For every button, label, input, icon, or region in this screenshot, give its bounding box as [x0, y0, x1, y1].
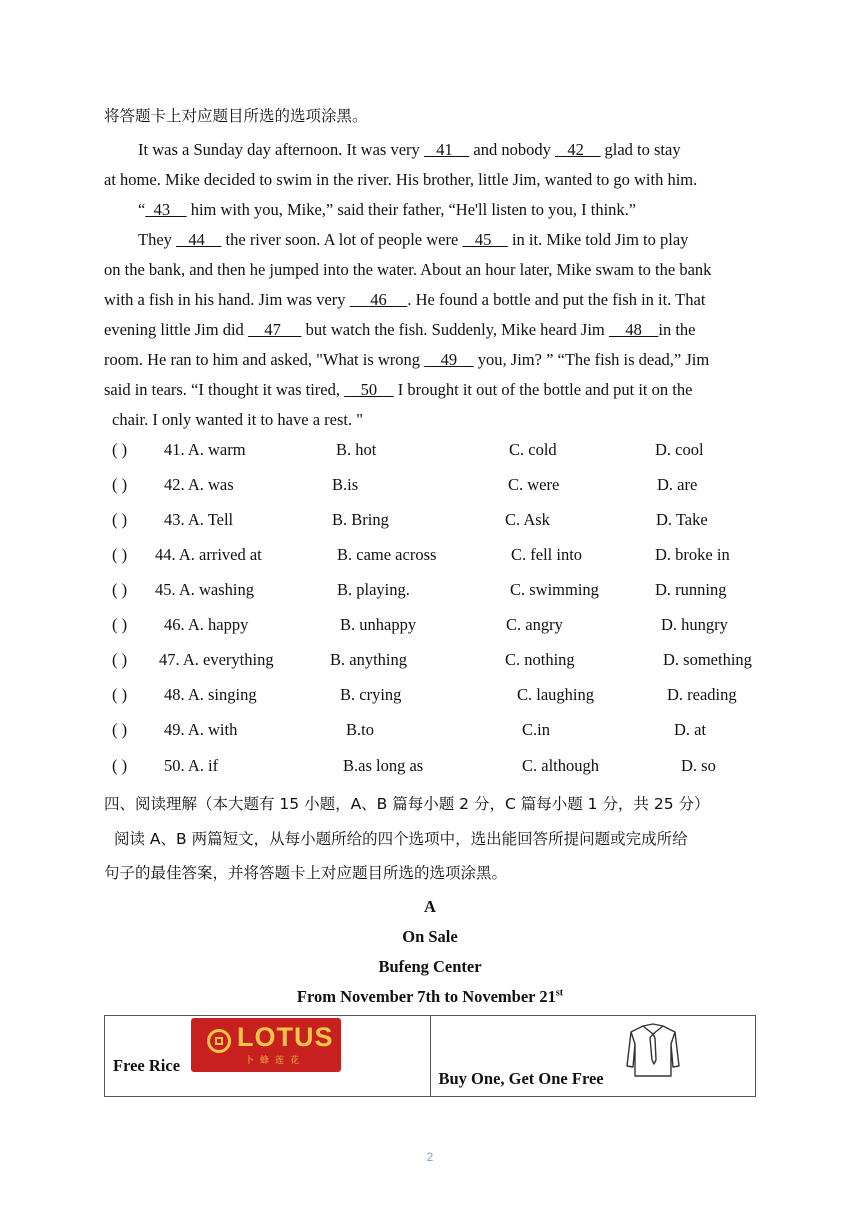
answer-paren: ( ) [112, 545, 128, 564]
passage-line [104, 350, 709, 370]
answer-paren: ( ) [112, 510, 128, 529]
option-d[interactable]: D. at [674, 720, 707, 739]
passage-text: evening little Jim did [104, 320, 248, 339]
passage-line [138, 140, 681, 160]
option-c[interactable]: C. although [522, 756, 599, 775]
passage-line [104, 380, 692, 400]
blank-42: 42 [555, 140, 601, 159]
option-a[interactable]: 50. A. if [164, 756, 219, 775]
blank-49: 49 [424, 350, 474, 369]
passage-line [138, 200, 636, 220]
option-b[interactable]: B.as long as [343, 756, 424, 775]
option-row-44 [104, 545, 764, 569]
free-rice-label: Free Rice [113, 1056, 181, 1075]
article-label: A [424, 897, 436, 916]
passage-text: . He found a bottle and put the fish in it. That [407, 290, 706, 309]
blank-48: 48 [608, 320, 659, 339]
passage-line [138, 230, 688, 250]
lotus-logo-icon [191, 1018, 341, 1072]
option-c[interactable]: C.in [522, 720, 550, 739]
passage-text: you, Jim? ” “The fish is dead,” Jim [473, 350, 710, 369]
option-a[interactable]: 41. A. warm [164, 440, 246, 459]
instruction-tail: 将答题卡上对应题目所选的选项涂黑。 [104, 107, 368, 125]
passage-text: I brought it out of the bottle and put it on the [393, 380, 693, 399]
option-row-49 [104, 720, 764, 744]
shirt-tie-icon [621, 1020, 685, 1078]
passage-text: and nobody [469, 140, 555, 159]
passage-line: on the bank, and then he jumped into the water. About an hour later, Mike swam to the bank [104, 260, 712, 279]
option-row-50 [104, 756, 764, 780]
answer-paren: ( ) [112, 685, 128, 704]
answer-paren: ( ) [112, 650, 128, 669]
answer-paren: ( ) [112, 615, 128, 634]
passage-line: at home. Mike decided to swim in the river. His brother, little Jim, wanted to go with him. [104, 170, 698, 189]
passage-text: but watch the fish. Suddenly, Mike heard Jim [301, 320, 609, 339]
answer-paren: ( ) [112, 720, 128, 739]
passage-line [104, 320, 696, 340]
blank-41: 41 [423, 140, 470, 159]
option-row-47 [104, 650, 764, 674]
option-b[interactable]: B. Bring [332, 510, 389, 529]
section-instruction: 阅读 A、B 两篇短文，从每小题所给的四个选项中，选出能回答所提问题或完成所给 [114, 830, 688, 848]
answer-paren: ( ) [112, 580, 128, 599]
free-rice-cell [105, 1016, 431, 1097]
dates-suffix: st [555, 987, 564, 999]
blank-50: 50 [344, 380, 394, 399]
option-row-42 [104, 475, 764, 499]
lotus-emblem-icon [207, 1029, 231, 1053]
passage-text: the river soon. A lot of people were [221, 230, 463, 249]
section-heading: 四、阅读理解（本大题有 15 小题，A、B 篇每小题 2 分，C 篇每小题 1 分，共 25 分） [104, 795, 710, 813]
passage-text: glad to stay [600, 140, 681, 159]
sale-table [104, 1015, 756, 1097]
option-b[interactable]: B. came across [337, 545, 437, 564]
option-a[interactable]: 49. A. with [164, 720, 238, 739]
option-row-45 [104, 580, 764, 604]
answer-paren: ( ) [112, 475, 128, 494]
option-b[interactable]: B. unhappy [340, 615, 417, 634]
option-c[interactable]: C. swimming [510, 580, 599, 599]
article-place: Bufeng Center [378, 957, 482, 976]
passage-line [104, 290, 705, 310]
option-d[interactable]: D. are [657, 475, 698, 494]
option-row-43 [104, 510, 764, 534]
option-row-48 [104, 685, 764, 709]
passage-text: It was a Sunday day afternoon. It was very [138, 140, 424, 159]
blank-47: 47 [247, 320, 302, 339]
option-d[interactable]: D. cool [655, 440, 704, 459]
option-d[interactable]: D. running [655, 580, 727, 599]
option-d[interactable]: D. something [663, 650, 752, 669]
option-a[interactable]: 42. A. was [164, 475, 234, 494]
option-a[interactable]: 46. A. happy [164, 615, 249, 634]
option-b[interactable]: B. hot [336, 440, 377, 459]
blank-43: 43 [145, 200, 187, 219]
dates-text: From November 7th to November 21 [296, 987, 556, 1006]
passage-text: “ [138, 200, 146, 219]
option-a[interactable]: 45. A. washing [155, 580, 254, 599]
passage-line: chair. I only wanted it to have a rest. " [112, 410, 363, 429]
option-c[interactable]: C. laughing [517, 685, 594, 704]
option-d[interactable]: D. broke in [655, 545, 730, 564]
option-c[interactable]: C. fell into [511, 545, 583, 564]
option-d[interactable]: D. reading [667, 685, 737, 704]
logo-subtext: 卜蜂莲花 [245, 1056, 306, 1066]
option-c[interactable]: C. cold [509, 440, 557, 459]
option-row-46 [104, 615, 764, 639]
blank-45: 45 [462, 230, 508, 249]
logo-text: LOTUS [237, 1022, 334, 1052]
option-b[interactable]: B. playing. [337, 580, 410, 599]
passage-text: They [138, 230, 177, 249]
passage-text: him with you, Mike,” said their father, “He'll listen to you, I think.” [186, 200, 637, 219]
page-number: 2 [426, 1150, 434, 1164]
passage-text: in it. Mike told Jim to play [507, 230, 689, 249]
blank-44: 44 [176, 230, 222, 249]
passage-text: in the [658, 320, 696, 339]
bogo-label: Buy One, Get One Free [438, 1069, 604, 1088]
article-dates [104, 987, 756, 1007]
option-b[interactable]: B. crying [340, 685, 402, 704]
option-c[interactable]: C. angry [506, 615, 563, 634]
option-a[interactable]: 47. A. everything [159, 650, 274, 669]
option-c[interactable]: C. Ask [505, 510, 550, 529]
option-b[interactable]: B. anything [330, 650, 407, 669]
option-a[interactable]: 48. A. singing [164, 685, 257, 704]
option-b[interactable]: B.to [346, 720, 374, 739]
option-a[interactable]: 43. A. Tell [164, 510, 234, 529]
passage-text: room. He ran to him and asked, "What is wrong [104, 350, 425, 369]
passage-text: said in tears. “I thought it was tired, [104, 380, 345, 399]
section-instruction: 句子的最佳答案，并将答题卡上对应题目所选的选项涂黑。 [104, 864, 508, 882]
option-row-41 [104, 440, 764, 464]
option-b[interactable]: B.is [332, 475, 359, 494]
bogo-cell [430, 1016, 756, 1097]
option-c[interactable]: C. nothing [505, 650, 575, 669]
answer-paren: ( ) [112, 440, 128, 459]
blank-46: 46 [349, 290, 408, 309]
option-d[interactable]: D. hungry [661, 615, 728, 634]
option-c[interactable]: C. were [508, 475, 560, 494]
option-a[interactable]: 44. A. arrived at [155, 545, 262, 564]
option-d[interactable]: D. Take [656, 510, 708, 529]
article-title: On Sale [402, 927, 458, 946]
answer-paren: ( ) [112, 756, 128, 775]
passage-text: with a fish in his hand. Jim was very [104, 290, 350, 309]
option-d[interactable]: D. so [681, 756, 716, 775]
